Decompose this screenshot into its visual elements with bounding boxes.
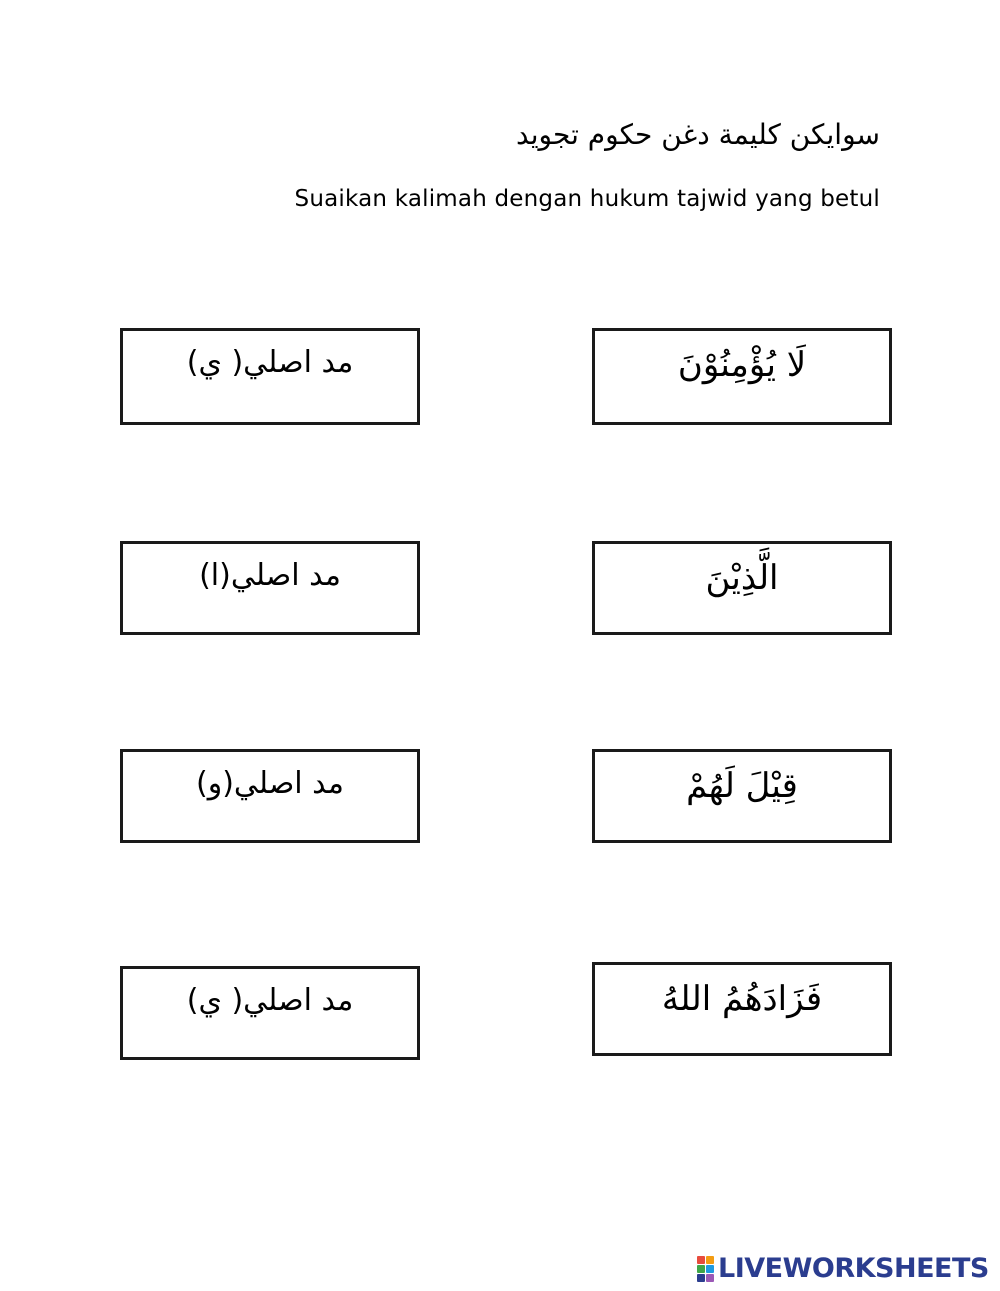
arabic-word-box-2[interactable]: الَّذِيْنَ xyxy=(592,541,892,635)
liveworksheets-wordmark: LIVEWORKSHEETS xyxy=(718,1253,989,1284)
worksheet-title-latin: Suaikan kalimah dengan hukum tajwid yang betul xyxy=(294,186,880,212)
liveworksheets-logo-icon xyxy=(697,1256,714,1282)
worksheet-title-jawi: سوايکن کليمة دغن حکوم تجويد xyxy=(516,118,880,151)
arabic-word-box-4[interactable]: فَزَادَهُمُ اللهُ xyxy=(592,962,892,1056)
tajwid-rule-box-4[interactable]: مد اصلي( ي) xyxy=(120,966,420,1060)
liveworksheets-brand xyxy=(697,1253,989,1284)
tajwid-rule-box-3[interactable]: مد اصلي(و) xyxy=(120,749,420,843)
tajwid-rule-box-2[interactable]: مد اصلي(ا) xyxy=(120,541,420,635)
arabic-word-box-1[interactable]: لَا يُؤْمِنُوْنَ xyxy=(592,328,892,425)
arabic-word-box-3[interactable]: قِيْلَ لَهُمْ xyxy=(592,749,892,843)
tajwid-rule-box-1[interactable]: مد اصلي( ي) xyxy=(120,328,420,425)
